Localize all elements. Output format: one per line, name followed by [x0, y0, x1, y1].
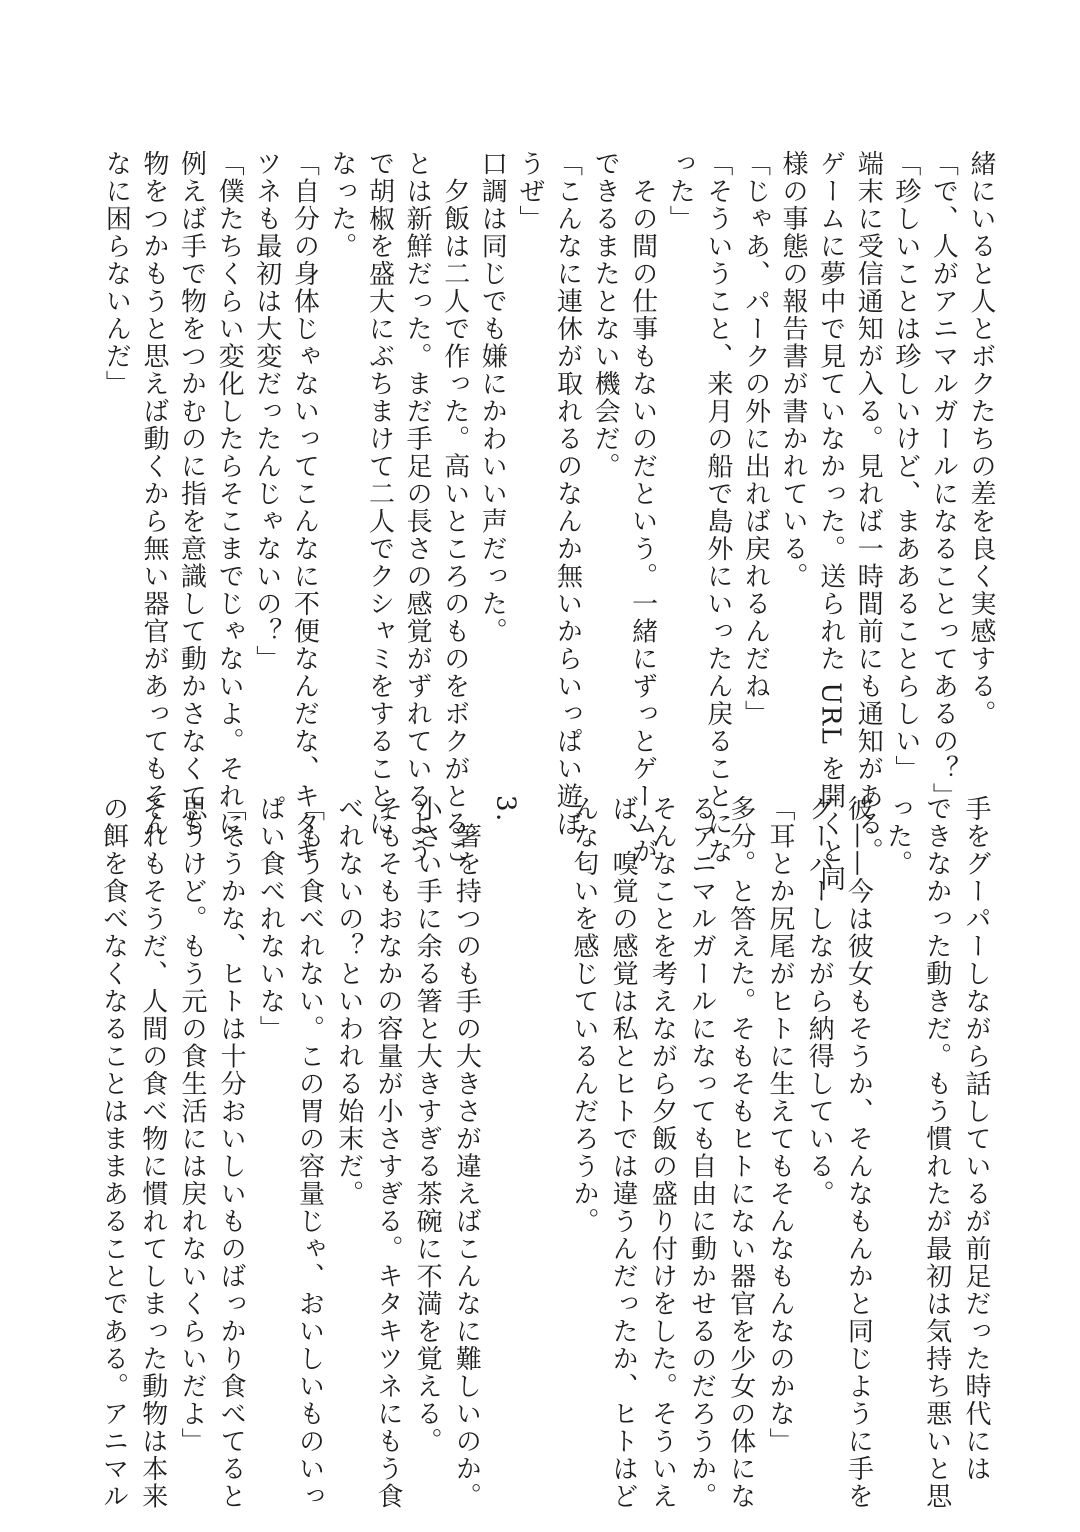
text-line: 多分。と答えた。そもそもヒトにない器官を少女の体にな	[725, 795, 756, 1510]
text-line: 「もう食べれない。この胃の容量じゃ、おいしいものいっ	[294, 795, 325, 1510]
text-line: るアニマルガールになっても自由に動かせるのだろうか。	[686, 795, 717, 1510]
text-line: 「こんなに連休が取れるのなんか無いからいっぱい遊ぼ	[552, 150, 583, 838]
text-line: ゲームに夢中で見ていなかった。送られた URL を開くと同	[815, 150, 846, 893]
text-line: ツネも最初は大変だったんじゃないの？」	[251, 150, 282, 673]
text-line: 箸を持つのも手の大きさが違えばこんなに難しいのか。	[451, 795, 482, 1510]
text-line: 手をグーパーしながら話しているが前足だった時代には	[961, 795, 991, 1483]
text-line: った」	[665, 150, 696, 233]
text-line: べれないの？といわれる始末だ。	[333, 795, 364, 1208]
text-line: 「僕たちくらい変化したらそこまでじゃないよ。それに、	[214, 150, 245, 865]
text-line: その間の仕事もないのだという。一緒にずっとゲームが	[627, 150, 658, 865]
text-line: んな匂いを感じているんだろうか。	[568, 795, 599, 1235]
text-line: 「耳とか尻尾がヒトに生えてもそんなもんなのかな」	[764, 795, 795, 1455]
text-line: 様の事態の報告書が書かれている。	[778, 150, 809, 590]
text-line: そもそもおなかの容量が小さすぎる。キタキツネにもう食	[372, 795, 403, 1510]
section-number: 3.	[490, 795, 521, 823]
text-line: 「そうかな、ヒトは十分おいしいものばっかり食べてると	[216, 795, 247, 1510]
text-line: 「自分の身体じゃないってこんなに不便なんだな、キタキ	[289, 150, 320, 865]
text-line: 夕飯は二人で作った。高いところのものをボクがとるこ	[439, 150, 470, 865]
text-line: 例えば手で物をつかむのに指を意識して動かさなくても	[176, 150, 207, 838]
text-line: 口調は同じでも嫌にかわいい声だった。	[477, 150, 508, 645]
text-line: 彼——今は彼女もそうか、そんなもんかと同じように手を	[843, 795, 874, 1510]
text-line: 「そういうこと、来月の船で島外にいったん戻ることにな	[702, 150, 733, 865]
text-line: うぜ」	[514, 150, 545, 233]
text-line: で胡椒を盛大にぶちまけて二人でクシャミをすることに	[364, 150, 395, 838]
upper-text-block	[97, 150, 999, 893]
text-line: ぱい食べれないな」	[255, 795, 286, 1043]
text-line: 思うけど。もう元の食生活には戻れないくらいだよ」	[176, 795, 207, 1455]
text-line: 「で、人がアニマルガールになることってあるの？」	[928, 150, 959, 810]
text-line: 物をつかもうと思えば動くから無い器官があってもそん	[138, 150, 169, 838]
text-line: できなかった動きだ。もう慣れたが最初は気持ち悪いと思	[921, 795, 952, 1510]
text-line: それもそうだ、人間の食べ物に慣れてしまった動物は本来	[137, 795, 168, 1510]
text-line: の餌を食べなくなることはままあることである。アニマル	[98, 795, 129, 1510]
lower-text-block	[93, 795, 995, 1510]
text-line: そんなことを考えながら夕飯の盛り付けをした。そういえ	[647, 795, 678, 1510]
text-line: 小さい手に余る箸と大きすぎる茶碗に不満を覚える。	[412, 795, 443, 1455]
text-line: なった。	[326, 150, 357, 260]
text-line: グーパーしながら納得している。	[804, 795, 835, 1208]
text-line: なに困らないんだ」	[101, 150, 132, 398]
blank-line	[525, 795, 564, 1405]
text-line: ば、嗅覚の感覚は私とヒトでは違うんだったか、ヒトはど	[608, 795, 639, 1510]
text-line: 緒にいると人とボクたちの差を良く実感する。	[966, 150, 996, 728]
text-line: 「珍しいことは珍しいけど、まああることらしい」	[890, 150, 921, 783]
text-line: できるまたとない機会だ。	[590, 150, 621, 480]
text-line: 端末に受信通知が入る。見れば一時間前にも通知がある。	[853, 150, 884, 865]
text-line: 「じゃあ、パークの外に出れば戻れるんだね」	[740, 150, 771, 728]
text-line: った。	[882, 795, 913, 878]
text-line: とは新鮮だった。まだ手足の長さの感覚がずれているよう	[402, 150, 433, 865]
